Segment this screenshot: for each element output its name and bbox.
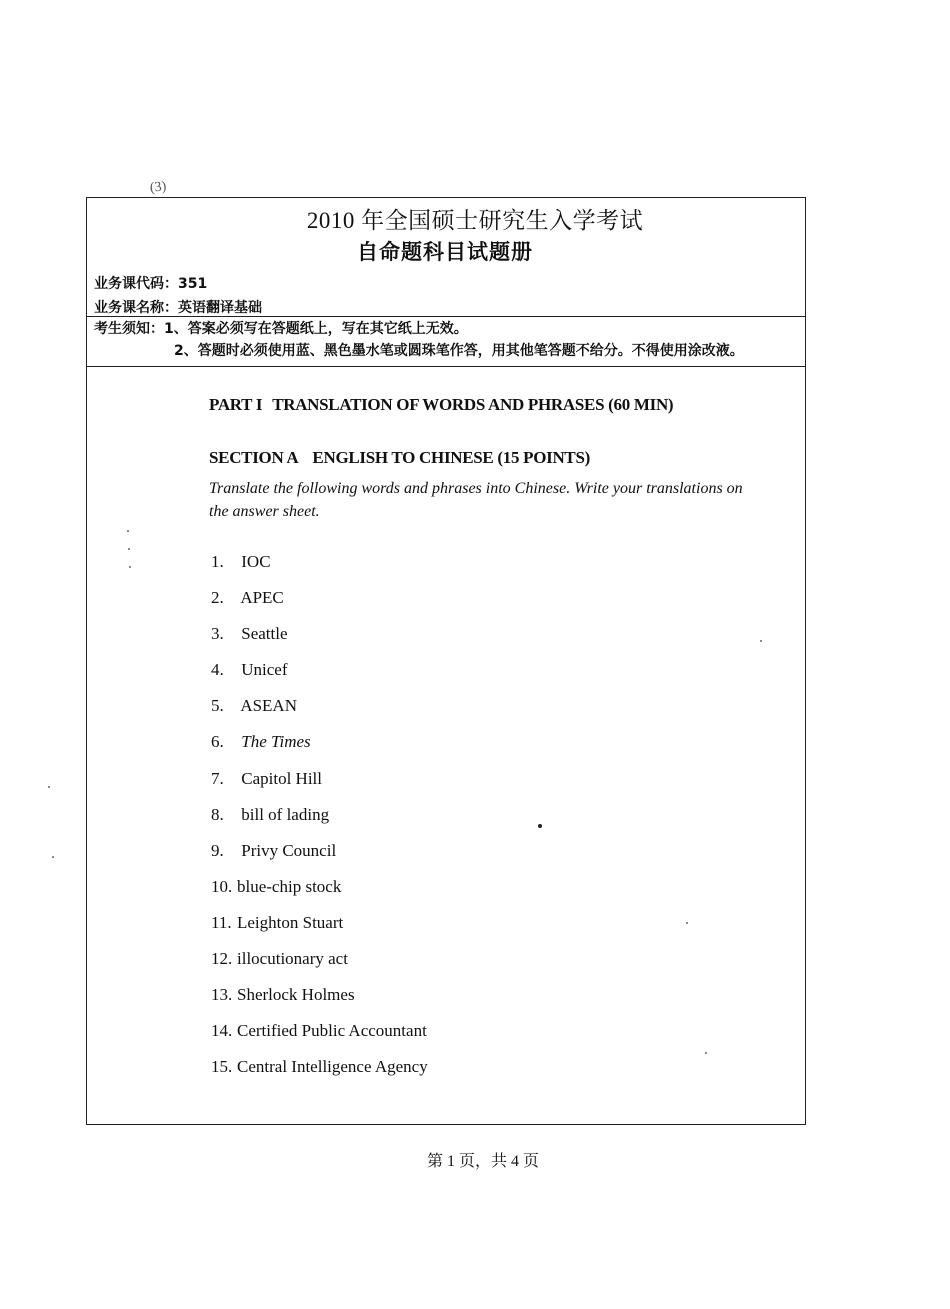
list-item [211, 949, 428, 985]
item-term: APEC [240, 588, 284, 608]
item-term: illocutionary act [237, 949, 348, 969]
section-title: ENGLISH TO CHINESE (15 POINTS) [312, 448, 590, 467]
list-item [211, 913, 428, 949]
item-term: Central Intelligence Agency [237, 1057, 428, 1077]
scan-speck [127, 530, 129, 532]
notice-row-2 [94, 340, 744, 362]
list-item [211, 877, 428, 913]
course-code-value: 351 [178, 276, 208, 292]
scan-speck [538, 824, 542, 828]
item-term: Sherlock Holmes [237, 985, 355, 1005]
candidate-notice [94, 318, 744, 362]
list-item [211, 552, 428, 588]
exam-subtitle: 自命题科目试题册 [357, 240, 533, 264]
list-item [211, 1057, 428, 1093]
notice-label: 考生须知： [94, 321, 164, 337]
list-item [211, 696, 428, 732]
course-name [94, 297, 262, 317]
item-term: bill of lading [241, 804, 330, 824]
item-number: 14. [211, 1021, 233, 1041]
list-item [211, 660, 428, 696]
notice-line-2: 2、答题时必须使用蓝、黑色墨水笔或圆珠笔作答，用其他笔答题不给分。不得使用涂改液。 [174, 343, 744, 359]
section-label: SECTION A [209, 448, 299, 467]
divider-below-notice [86, 366, 806, 367]
item-number: 13. [211, 985, 233, 1005]
item-number: 10. [211, 876, 233, 896]
scan-speck [52, 856, 54, 858]
part-label: PART I [209, 395, 263, 414]
course-code [94, 273, 207, 293]
item-number: 12. [211, 949, 233, 969]
course-name-label: 业务课名称： [94, 300, 178, 316]
item-number: 6. [211, 732, 224, 752]
item-term: The Times [241, 732, 311, 752]
list-item [211, 624, 428, 660]
term-list [211, 552, 428, 1093]
list-item [211, 805, 428, 841]
item-term: IOC [241, 552, 271, 571]
page-indicator: 第 1 页，共 4 页 [426, 1153, 539, 1170]
item-term: Unicef [241, 660, 288, 680]
item-number: 5. [211, 696, 224, 716]
scan-speck [48, 786, 50, 788]
course-name-value: 英语翻译基础 [178, 300, 262, 316]
item-term: Privy Council [241, 840, 337, 860]
scan-speck [760, 640, 762, 642]
item-number: 8. [211, 804, 224, 824]
item-term: Capitol Hill [241, 768, 322, 788]
section-heading [209, 448, 590, 468]
list-item [211, 732, 428, 768]
list-item [211, 841, 428, 877]
part-heading [209, 395, 673, 415]
scan-speck [686, 922, 688, 924]
notice-row-1 [94, 318, 744, 340]
list-item [211, 1021, 428, 1057]
item-term: Leighton Stuart [237, 912, 344, 932]
item-term: blue-chip stock [237, 876, 342, 896]
list-item [211, 985, 428, 1021]
handwritten-mark: (3) [149, 179, 168, 196]
divider-above-notice [86, 316, 806, 317]
item-number: 11. [211, 912, 232, 932]
scan-speck [128, 548, 130, 550]
scan-speck [129, 566, 131, 568]
exam-title: 2010 年全国硕士研究生入学考试 [306, 208, 644, 233]
item-number: 4. [211, 660, 224, 680]
item-term: ASEAN [240, 696, 297, 716]
item-number: 1. [211, 552, 224, 571]
item-term: Certified Public Accountant [237, 1021, 427, 1041]
course-code-label: 业务课代码： [94, 276, 178, 292]
item-number: 9. [211, 840, 224, 860]
section-instructions: Translate the following words and phrases into Chinese. Write your translations on the answer sheet. [209, 480, 743, 520]
item-number: 15. [211, 1057, 233, 1077]
item-number: 3. [211, 624, 224, 644]
item-number: 2. [211, 588, 224, 608]
list-item [211, 769, 428, 805]
list-item [211, 588, 428, 624]
item-number: 7. [211, 768, 224, 788]
part-title: TRANSLATION OF WORDS AND PHRASES (60 MIN) [272, 395, 674, 414]
notice-line-1: 1、答案必须写在答题纸上，写在其它纸上无效。 [164, 321, 468, 337]
item-term: Seattle [241, 624, 288, 644]
scan-speck [705, 1052, 707, 1054]
